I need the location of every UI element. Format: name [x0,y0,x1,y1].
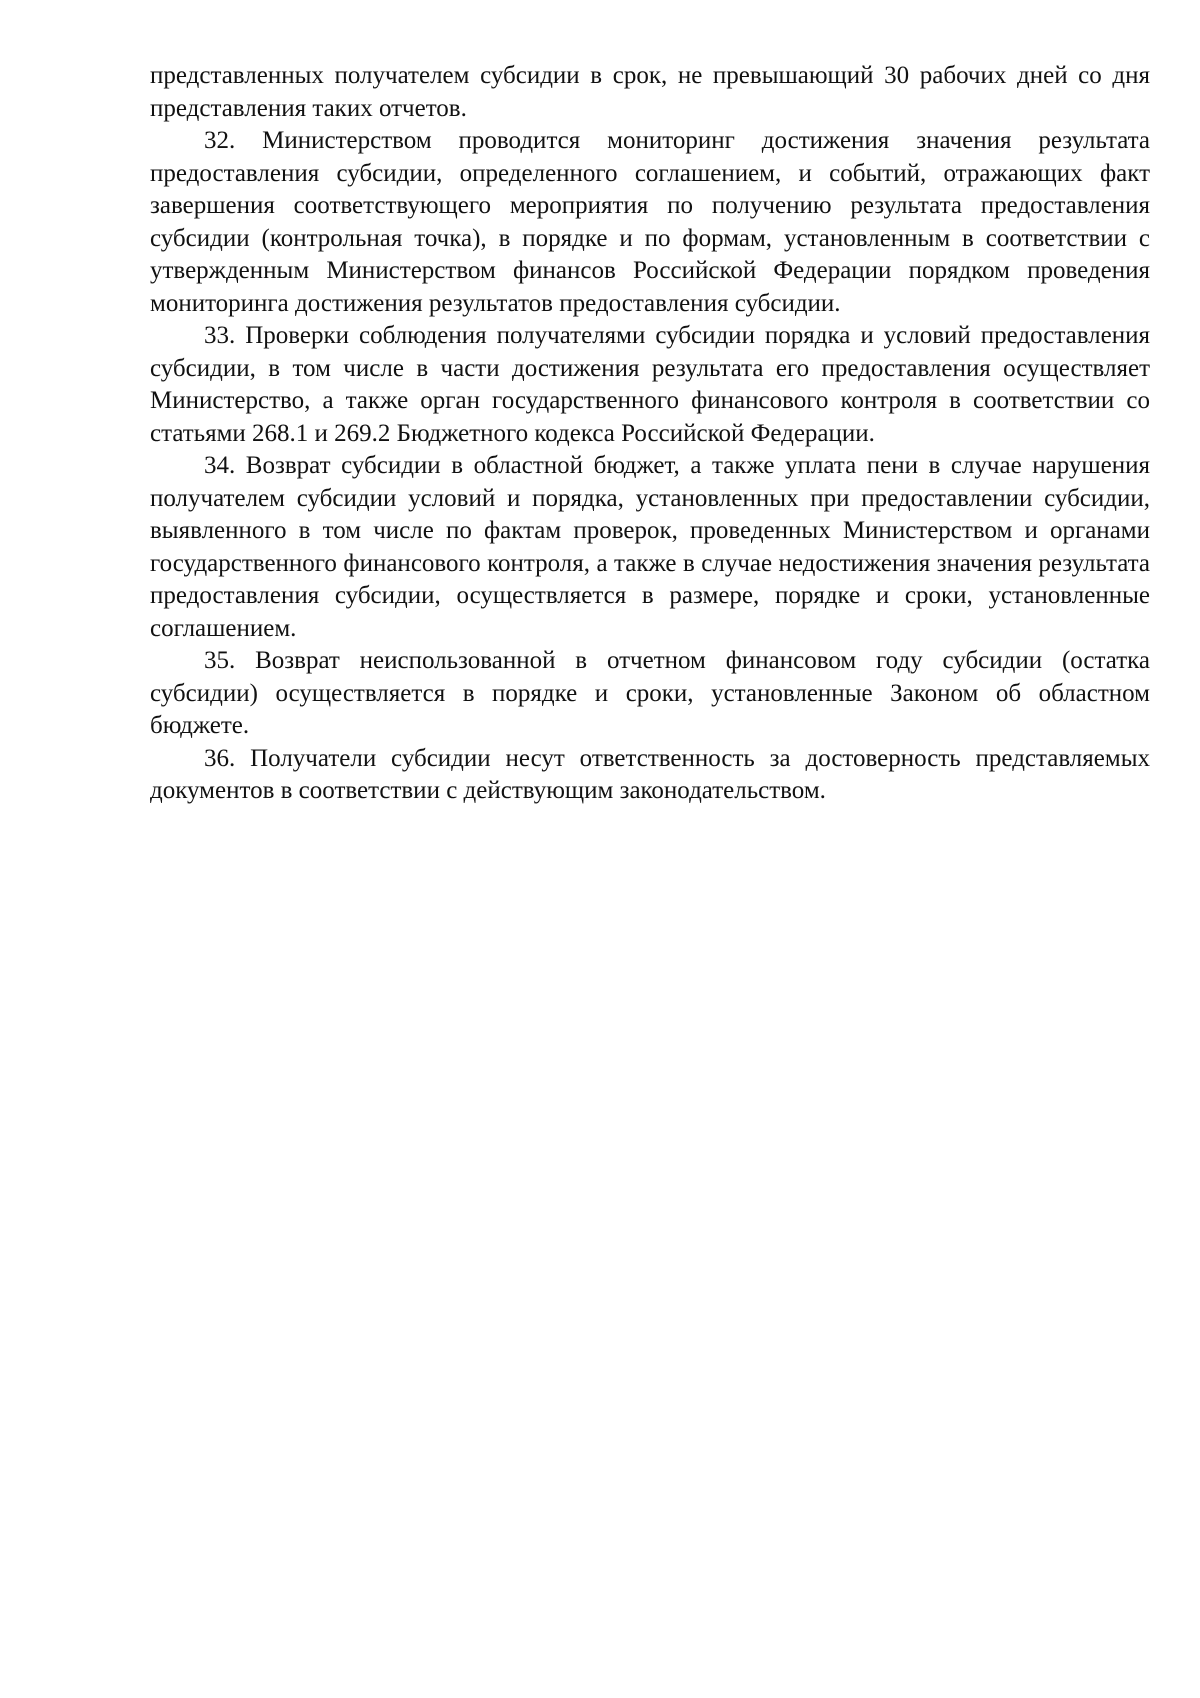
paragraph-continuation: представленных получателем субсидии в срок, не превышающий 30 рабочих дней со дня представления таких отчетов. [150,62,1150,122]
document-body [150,60,1150,808]
paragraph-34: 34. Возврат субсидии в областной бюджет, а также уплата пени в случае нарушения получателем субсидии условий и порядка, установленных при предоставлении субсидии, выявленного в том числе по фактам проверок, проведенных Министерством и органами государственного финансового контроля, а также в случае недостижения значения результата предоставления субсидии, осуществляется в размере, порядке и сроки, установленные соглашением. [150,452,1150,642]
paragraph-33: 33. Проверки соблюдения получателями субсидии порядка и условий предоставления субсидии, в том числе в части достижения результата его предоставления осуществляет Министерство, а также орган государственного финансового контроля в соответствии со статьями 268.1 и 269.2 Бюджетного кодекса Российской Федерации. [150,322,1150,447]
paragraph-32: 32. Министерством проводится мониторинг достижения значения результата предоставления субсидии, определенного соглашением, и событий, отражающих факт завершения соответствующего мероприятия по получению результата предоставления субсидии (контрольная точка), в порядке и по формам, установленным в соответствии с утвержденным Министерством финансов Российской Федерации порядком проведения мониторинга достижения результатов предоставления субсидии. [150,127,1150,317]
paragraph-35: 35. Возврат неиспользованной в отчетном финансовом году субсидии (остатка субсидии) осуществляется в порядке и сроки, установленные Законом об областном бюджете. [150,647,1150,739]
paragraph-36: 36. Получатели субсидии несут ответственность за достоверность представляемых документов в соответствии с действующим законодательством. [150,744,1150,804]
